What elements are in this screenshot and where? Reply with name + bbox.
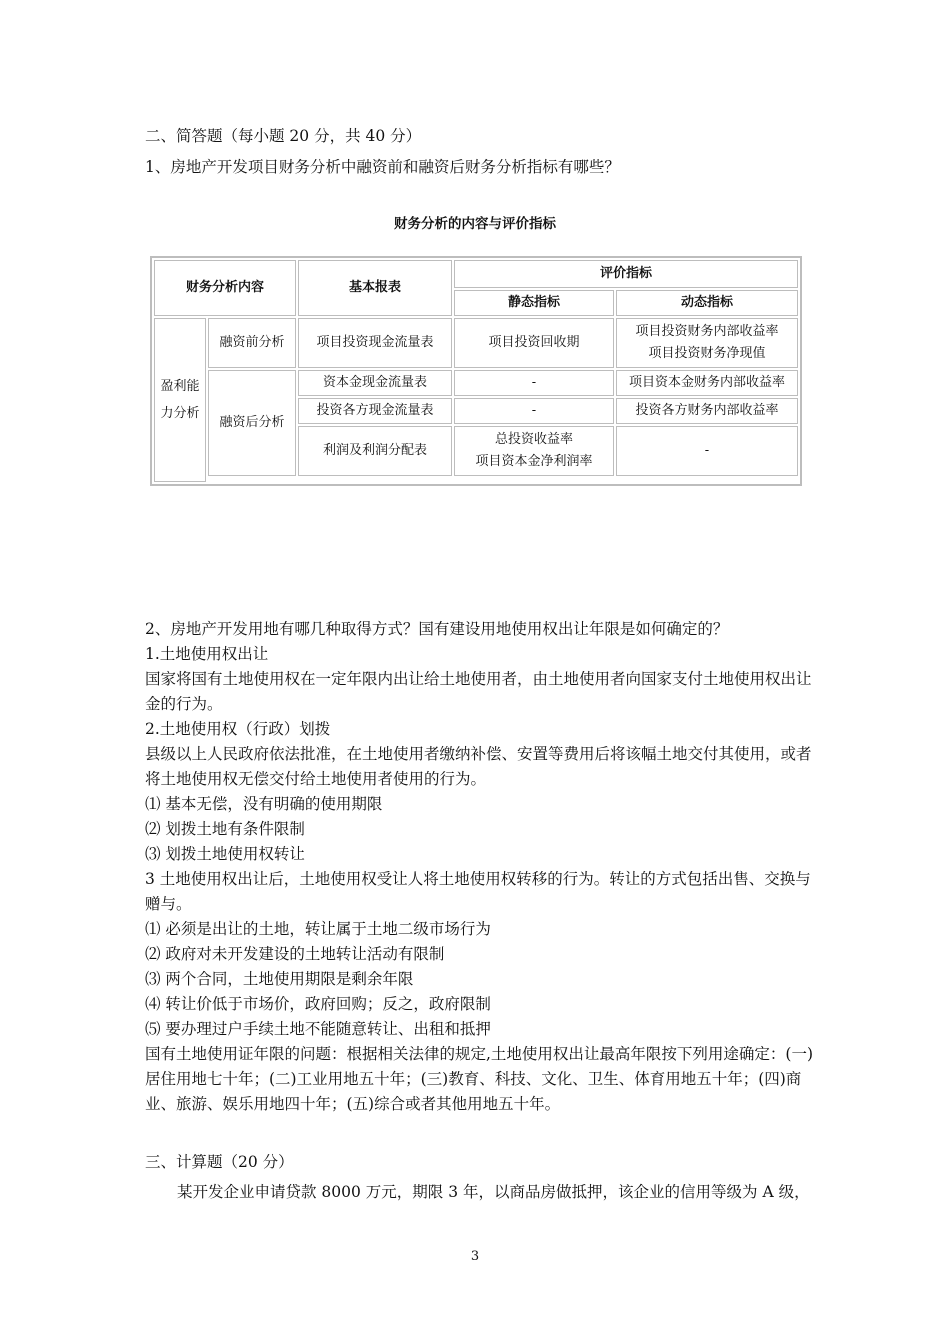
post-financing: 融资后分析 — [208, 370, 296, 476]
question-2: 2、房地产开发用地有哪几种取得方式？国有建设用地使用权出让年限是如何确定的？ — [145, 620, 729, 638]
table-cell: 投资各方现金流量表 — [298, 398, 452, 424]
section-heading: 二、简答题（每小题 20 分，共 40 分） — [145, 127, 422, 145]
list-item: ⑶ 两个合同，土地使用期限是剩余年限 — [145, 970, 414, 988]
header-content: 财务分析内容 — [154, 260, 296, 316]
table-cell: 项目投资财务内部收益率 项目投资财务净现值 — [616, 318, 798, 368]
table-cell: 项目投资回收期 — [454, 318, 614, 368]
table-cell: 项目投资现金流量表 — [298, 318, 452, 368]
group-label: 盈利能力分析 — [160, 379, 200, 421]
table-cell: - — [616, 426, 798, 476]
table-cell: 项目资本金财务内部收益率 — [616, 370, 798, 396]
finance-table — [150, 256, 802, 486]
paragraph-2: 县级以上人民政府依法批准，在土地使用者缴纳补偿、安置等费用后将该幅土地交付其使用，或者将土地使用权无偿交付给土地使用者使用的行为。 — [145, 745, 812, 788]
header-static: 静态指标 — [454, 290, 614, 316]
list-item: ⑴ 基本无偿，没有明确的使用期限 — [145, 795, 383, 813]
header-report: 基本报表 — [298, 260, 452, 316]
list-item: ⑸ 要办理过户手续土地不能随意转让、出租和抵押 — [145, 1020, 491, 1038]
list-item: ⑷ 转让价低于市场价，政府回购；反之，政府限制 — [145, 995, 491, 1013]
paragraph-4: 国有土地使用证年限的问题：根据相关法律的规定,土地使用权出让最高年限按下列用途确定：(一)居住用地七十年；(二)工业用地五十年；(三)教育、科技、文化、卫生、体育用地五十年；(四)商业、旅游、娱乐用地四十年；(五)综合或者其他用地五十年。 — [145, 1045, 814, 1113]
pre-financing: 融资前分析 — [208, 318, 296, 368]
table-cell: 投资各方财务内部收益率 — [616, 398, 798, 424]
list-item: ⑴ 必须是出让的土地，转让属于土地二级市场行为 — [145, 920, 491, 938]
spacer — [208, 478, 798, 482]
header-dynamic: 动态指标 — [616, 290, 798, 316]
table-cell: 总投资收益率 项目资本金净利润率 — [454, 426, 614, 476]
header-eval: 评价指标 — [454, 260, 798, 288]
table-cell: - — [454, 370, 614, 396]
calc-paragraph: 某开发企业申请贷款 8000 万元，期限 3 年，以商品房做抵押，该企业的信用等级为 A 级， — [177, 1183, 810, 1201]
list-item: ⑵ 政府对未开发建设的土地转让活动有限制 — [145, 945, 445, 963]
page-number: 3 — [470, 1249, 480, 1264]
subheading-1: 1.土地使用权出让 — [145, 645, 269, 663]
question-1: 1、房地产开发项目财务分析中融资前和融资后财务分析指标有哪些？ — [145, 158, 620, 176]
subheading-2: 2.土地使用权（行政）划拨 — [145, 720, 331, 738]
table-cell: 资本金现金流量表 — [298, 370, 452, 396]
section-heading: 三、计算题（20 分） — [145, 1153, 294, 1171]
list-item: ⑶ 划拨土地使用权转让 — [145, 845, 305, 863]
table-cell: 利润及利润分配表 — [298, 426, 452, 476]
table-caption: 财务分析的内容与评价指标 — [394, 216, 556, 232]
paragraph-3: 3 土地使用权出让后，土地使用权受让人将土地使用权转移的行为。转让的方式包括出售、交换与赠与。 — [145, 870, 811, 913]
paragraph-1: 国家将国有土地使用权在一定年限内出让给土地使用者，由土地使用者向国家支付土地使用权出让金的行为。 — [145, 670, 812, 713]
table-cell: - — [454, 398, 614, 424]
group-cell — [154, 318, 206, 482]
list-item: ⑵ 划拨土地有条件限制 — [145, 820, 305, 838]
